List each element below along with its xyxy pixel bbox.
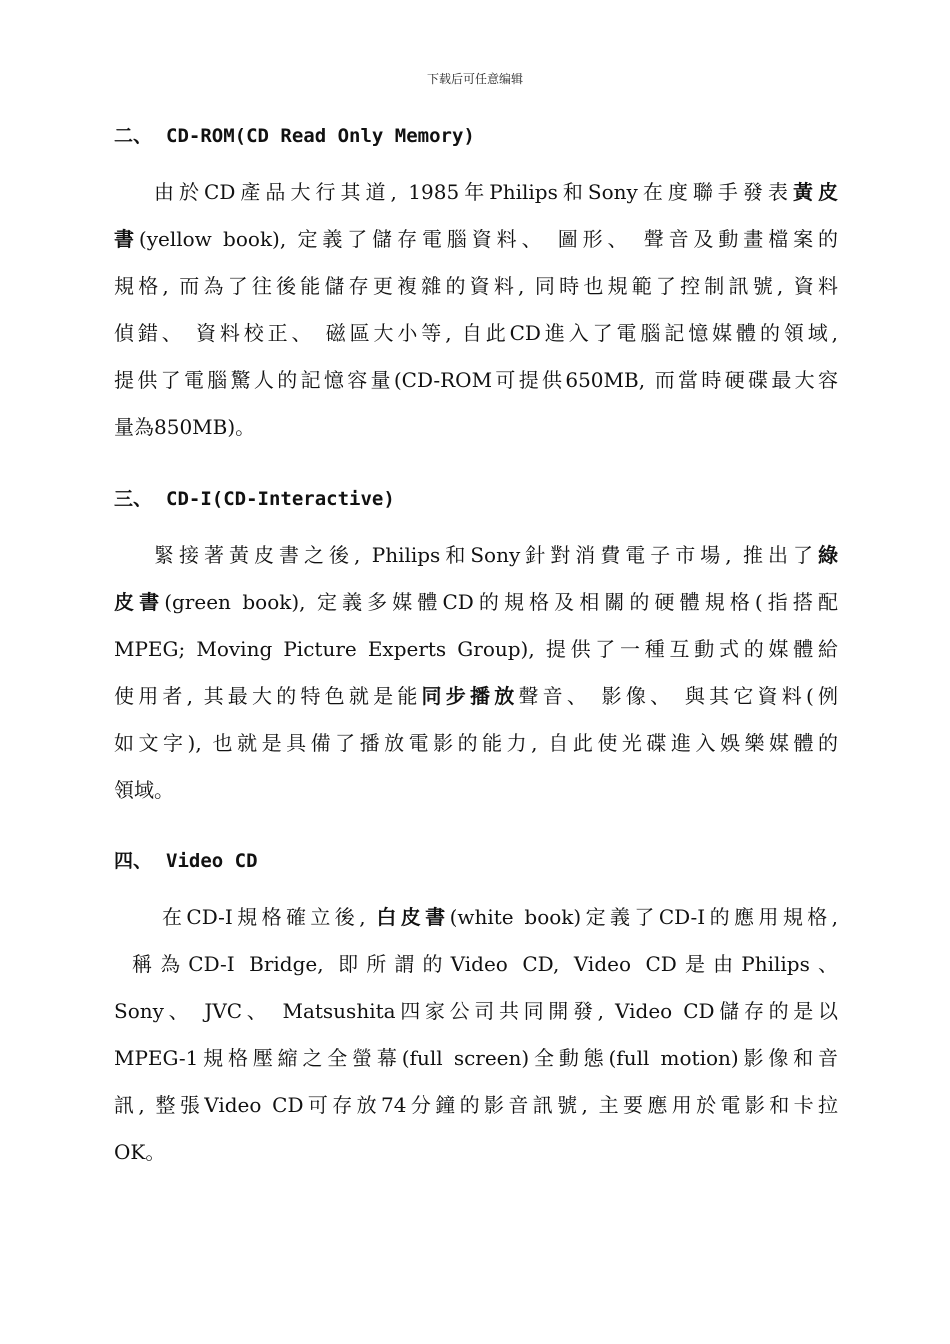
paragraph-line xyxy=(114,673,838,720)
paragraph-line: 提供了電腦驚人的記憶容量(CD-ROM可提供650MB, 而當時硬碟最大容 xyxy=(114,368,838,392)
section-video-cd xyxy=(114,846,838,1176)
section-heading xyxy=(114,484,838,514)
text-run: 由於CD產品大行其道, 1985年Philips和Sony在度聯手發表 xyxy=(154,180,793,204)
text-run: 使用者, 其最大的特色就是能 xyxy=(114,684,422,708)
paragraph-line xyxy=(114,894,838,941)
section-title: Video CD xyxy=(166,850,258,872)
section-cd-rom xyxy=(114,121,838,451)
text-run: (yellow book), 定義了儲存電腦資料、 圖形、 聲音及動畫檔案的 xyxy=(138,227,838,251)
paragraph-line: 訊, 整張Video CD可存放74分鐘的影音訊號, 主要應用於電影和卡拉 xyxy=(114,1093,838,1117)
section-number: 二、 xyxy=(114,125,153,147)
bold-term: 白皮書 xyxy=(376,905,450,929)
bold-term: 書 xyxy=(114,227,139,251)
bold-term: 同步播放 xyxy=(421,684,519,708)
paragraph-line: Sony、 JVC、 Matsushita四家公司共同開發, Video CD儲存的是以 xyxy=(114,999,838,1023)
bold-term: 綠 xyxy=(818,543,838,567)
section-cd-i xyxy=(114,484,838,814)
section-title: CD-I(CD-Interactive) xyxy=(166,488,395,510)
paragraph-line: 量為850MB)。 xyxy=(114,415,256,439)
section-heading xyxy=(114,121,838,151)
paragraph-line: MPEG; Moving Picture Experts Group), 提供了一種互動式的媒體給 xyxy=(114,637,838,661)
paragraph-line xyxy=(114,216,838,263)
text-run: 在CD-I規格確立後, xyxy=(162,905,377,929)
paragraph-line: 偵錯、 資料校正、 磁區大小等, 自此CD進入了電腦記憶媒體的領域, xyxy=(114,321,838,345)
section-paragraph xyxy=(114,169,838,451)
section-title: CD-ROM(CD Read Only Memory) xyxy=(166,125,475,147)
text-run: 緊接著黃皮書之後, Philips和Sony針對消費電子市場, 推出了 xyxy=(154,543,818,567)
paragraph-line xyxy=(114,532,838,579)
bold-term: 黃皮 xyxy=(792,180,838,204)
section-heading xyxy=(114,846,838,876)
paragraph-line: 稱為CD-I Bridge, 即所謂的Video CD, Video CD是由Philips、 xyxy=(132,952,838,976)
paragraph-line: OK。 xyxy=(114,1140,166,1164)
section-paragraph xyxy=(114,532,838,814)
paragraph-line: MPEG-1規格壓縮之全螢幕(full screen)全動態(full motion)影像和音 xyxy=(114,1046,838,1070)
bold-term: 皮書 xyxy=(114,590,165,614)
section-paragraph xyxy=(114,894,838,1176)
paragraph-line xyxy=(114,169,838,216)
paragraph-line: 領域。 xyxy=(114,778,174,802)
text-run: (white book)定義了CD-I的應用規格, xyxy=(449,905,838,929)
paragraph-line: 規格, 而為了往後能儲存更複雜的資料, 同時也規範了控制訊號, 資料 xyxy=(114,274,838,298)
section-number: 四、 xyxy=(114,850,153,872)
text-run: (green book), 定義多媒體CD的規格及相關的硬體規格(指搭配 xyxy=(164,590,838,614)
paragraph-line: 如文字), 也就是具備了播放電影的能力, 自此使光碟進入娛樂媒體的 xyxy=(114,731,838,755)
paragraph-line xyxy=(114,579,838,626)
section-number: 三、 xyxy=(114,488,153,510)
text-run: 聲音、 影像、 與其它資料(例 xyxy=(518,684,838,708)
header-note: 下载后可任意编辑 xyxy=(426,72,523,86)
